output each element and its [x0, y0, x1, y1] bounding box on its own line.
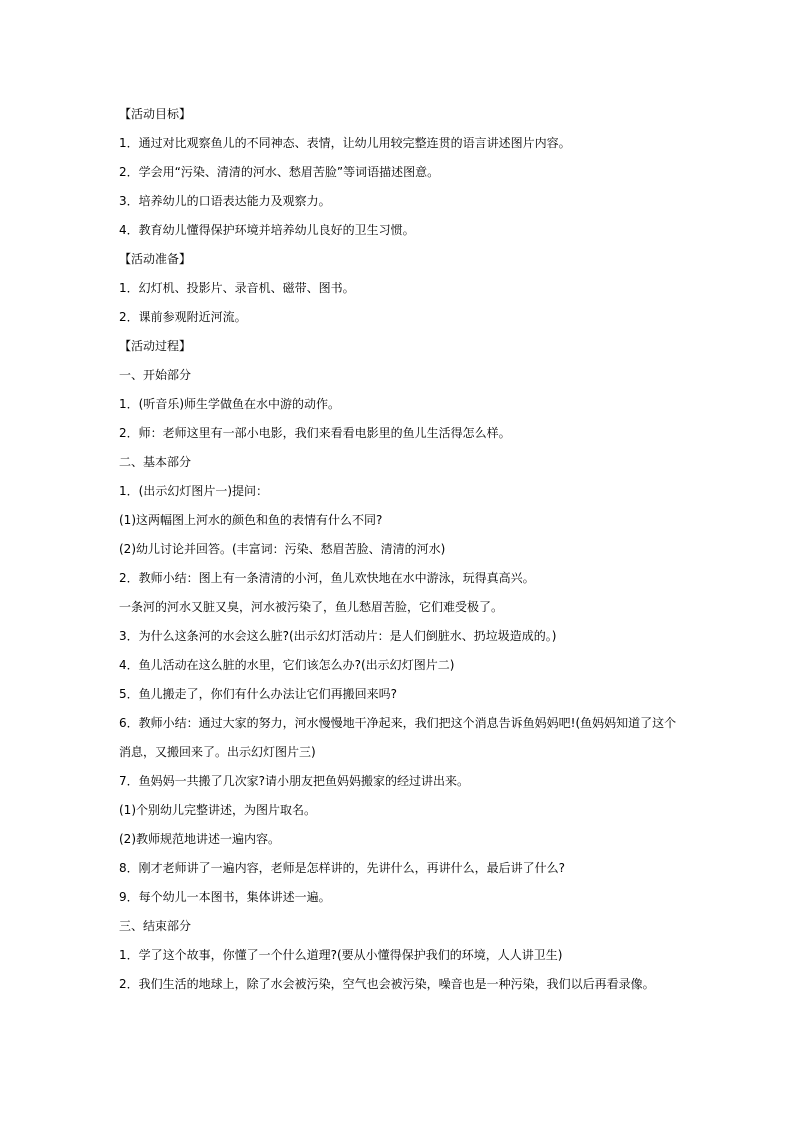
heading-activity-process: 【活动过程】 — [119, 339, 192, 353]
preparation-item-2: 2．课前参观附近河流。 — [119, 310, 247, 324]
heading-activity-preparation: 【活动准备】 — [119, 252, 192, 266]
process-line: 6．教师小结：通过大家的努力，河水慢慢地干净起来，我们把这个消息告诉鱼妈妈吧!(鱼妈妈知道了这个 — [119, 716, 677, 730]
process-line: 一条河的河水又脏又臭，河水被污染了，鱼儿愁眉苦脸，它们难受极了。 — [119, 600, 504, 614]
process-line: (1)这两幅图上河水的颜色和鱼的表情有什么不同? — [119, 513, 383, 527]
section-heading-start: 一、开始部分 — [119, 368, 192, 382]
goal-item-1: 1．通过对比观察鱼儿的不同神态、表情，让幼儿用较完整连贯的语言讲述图片内容。 — [119, 136, 571, 150]
section-heading-basic: 二、基本部分 — [119, 455, 192, 469]
process-line: 9．每个幼儿一本图书，集体讲述一遍。 — [119, 890, 331, 904]
process-line: (2)教师规范地讲述一遍内容。 — [119, 832, 280, 846]
section-heading-end: 三、结束部分 — [119, 919, 192, 933]
process-line: 1．(出示幻灯图片一)提问： — [119, 484, 268, 498]
process-line: 8．刚才老师讲了一遍内容，老师是怎样讲的，先讲什么，再讲什么，最后讲了什么? — [119, 861, 566, 875]
process-line: 2．我们生活的地球上，除了水会被污染，空气也会被污染，噪音也是一种污染，我们以后再看录像。 — [119, 977, 655, 991]
goal-item-3: 3．培养幼儿的口语表达能力及观察力。 — [119, 194, 331, 208]
goal-item-4: 4．教育幼儿懂得保护环境并培养幼儿良好的卫生习惯。 — [119, 223, 415, 237]
heading-activity-goals: 【活动目标】 — [119, 107, 192, 121]
process-line: 1．学了这个故事，你懂了一个什么道理?(要从小懂得保护我们的环境，人人讲卫生) — [119, 948, 563, 962]
process-line: 2．教师小结：图上有一条清清的小河，鱼儿欢快地在水中游泳，玩得真高兴。 — [119, 571, 535, 585]
process-line: 7．鱼妈妈一共搬了几次家?请小朋友把鱼妈妈搬家的经过讲出来。 — [119, 774, 470, 788]
process-line: 消息，又搬回来了。出示幻灯图片三) — [119, 745, 316, 759]
process-line: (2)幼儿讨论并回答。(丰富词：污染、愁眉苦脸、清清的河水) — [119, 542, 446, 556]
process-line: 3．为什么这条河的水会这么脏?(出示幻灯活动片：是人们倒脏水、扔垃圾造成的。) — [119, 629, 557, 643]
process-line: 1．(听音乐)师生学做鱼在水中游的动作。 — [119, 397, 340, 411]
preparation-item-1: 1．幻灯机、投影片、录音机、磁带、图书。 — [119, 281, 355, 295]
goal-item-2: 2．学会用“污染、清清的河水、愁眉苦脸”等词语描述图意。 — [119, 165, 440, 179]
process-line: (1)个别幼儿完整讲述，为图片取名。 — [119, 803, 316, 817]
process-line: 2．师：老师这里有一部小电影，我们来看看电影里的鱼儿生活得怎么样。 — [119, 426, 511, 440]
process-line: 5．鱼儿搬走了，你们有什么办法让它们再搬回来吗? — [119, 687, 398, 701]
document-body — [119, 105, 679, 1004]
process-line: 4．鱼儿活动在这么脏的水里，它们该怎么办?(出示幻灯图片二) — [119, 658, 455, 672]
